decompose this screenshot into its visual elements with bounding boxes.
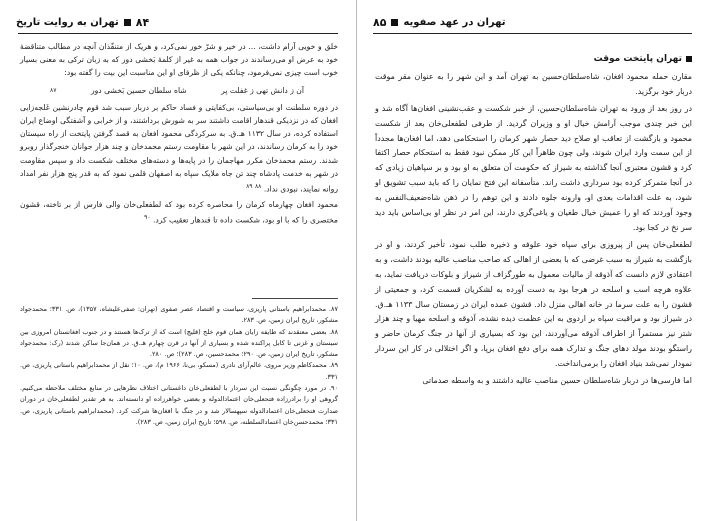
- left-paragraph-text: در دوره سلطنت او بی‌سیاستی، بی‌کفایتی و فساد حاکم بر دربار سبب شد قوم چادرنشین غَلجه‌زایی افغان که در نزدیکی قندهار اقامت داشتند سر به شورش برداشتند، و از خرابی و آشفتگی اوضاع ایران استفاده کرده، در سال ۱۱۳۲ هـ.ق. به سرکردگی محمود افغان به قصد گرفتن پایتخت از راه سیستان خود را به کرمان رساندند، در این شهر با مقاومت رستم محمدخان و چند هزار جوانان خنجرگذار روبرو شدند. رستم محمدخان مکرر مهاجمان را در پایه‌ها و دسته‌های مختلف شکست داد و سپس مقاومت در شهر به خدمت پادشاه چند تن جاه ملایک سپاه به اصفهان قلمی نمود که به قدر پنج هزار نفر امداد روانه نمایند، نبودی نداد.: [20, 102, 339, 194]
- footnote: ۸۷. محمدابراهیم باستانی پاریزی، سیاست و اقتصاد عصر صفوی (تهران: صفی‌علیشاه، ۱۳۵۷)، ص. ۳۳۱؛ محمدجواد مشکور، تاریخ ایران زمین، ص. ۲۸۳.: [20, 305, 338, 325]
- right-running-title: تهران در عهد صفویه: [403, 16, 506, 28]
- section-heading: [375, 52, 692, 67]
- right-page-body: [375, 42, 692, 391]
- right-paragraph: در روز بعد از ورود به تهران شاه‌سلطان‌حسین، از خبر شکست و عقب‌نشینی افغان‌ها آگاه شد و این خبر چندی موجب آرامش خیال او و وزیران گردید. از طرفی لطفعلی‌خان بعد از شکست محمود و بازگشت از تعاقب او صلاح دید حصار شهر کرمان را استحکامی دهد، اما افغان‌ها مجدداً از این سمت وارد ایران شوند، ولی چون ظاهراً این کار ممکن نبود فقط به استحکام حصار اکتفا کرد و قشون معتبری آنجا گذاشته به شیراز که حکومت آن متعلق به او بود و بر سپاهیان زیادی که در آنجا متمرکز کرده بود سرداری داشت راند. متأسفانه این فتح نمایان را که باید سبب تشویق او شود، به علت اقدامات بعدی او، وارونه جلوه دادند و این توهم را در ذهن شاه‌ضعیف‌النفس به وجود آوردند که او را عمیش خیال طغیان و یاغی‌گری دارند، این امر در نظر او بی‌اساس باید دید سر نخ در کجا بود.: [375, 103, 692, 232]
- right-paragraph: اما فارسی‌ها در دربار شاه‌سلطان حسین مناصب عالیه داشتند و به واسطه صدماتی: [422, 376, 692, 386]
- left-page-header: [16, 14, 338, 30]
- left-page-number: ۸۴: [135, 15, 150, 29]
- footnotes: [20, 304, 338, 513]
- footnote-mark: ۸۷: [50, 86, 57, 94]
- verse-hemistich-2: شاه سلطان حسین بَخشی دور: [90, 85, 187, 95]
- poem-verse: [20, 82, 338, 101]
- right-header-rule: [373, 33, 692, 34]
- heading-bullet-icon: [686, 56, 692, 62]
- left-paragraph-text: محمود افغان چهارماه کرمان را محاصره کرده بود که لطفعلی‌خان والی فارس از بر تاخته، قشون مختصری را که با او بود، شکست داده تا قندهار تعقیب کرد.: [20, 199, 338, 225]
- left-paragraph: [20, 101, 338, 196]
- footnote-separator: [252, 298, 338, 299]
- footnote-mark: ۹۰: [144, 213, 151, 221]
- header-square-ornament: [124, 19, 131, 26]
- footnote: ۸۹. محمدکاظم وزیر مروی، عالم‌آرای نادری (مسکو، بی‌نا، ۱۹۶۶ م)، ص. ۱۰؛ نقل از محمدابراهیم باستانی پاریزی، ص. ۳۳۱.: [20, 361, 338, 381]
- left-page-body: [20, 40, 338, 229]
- right-page-number: ۸۵: [373, 15, 387, 29]
- footnote-mark: ۸۹: [246, 183, 253, 191]
- left-header-rule: [18, 33, 338, 34]
- right-paragraph: لطفعلی‌خان پس از پیروزی برای سپاه خود علوفه و ذخیره طلب نمود، تأخیر کردند، و او در بازگشت به شیراز به سبب غرضی که با بعضی از اهالی که صاحب مناصب عالیه بودند داشت، و به اعتقادی لازم دانست که آذوقه از مالیات معمول به طورگزاف از شیراز و بلوکات دریافت نماید، به علاوه هرچه اسب و اسلحه در هرجا بود به دست آورده به لشکریان قسمت کرد، و جمعیتی از قشون را به علت سرما در خانه اهالی منزل داد. قشون عمده ایران در زمستان سال ۱۱۳۳ هـ.ق. در شیراز بود و مراقبت سپاه بر اردوی به این عظمت دیده نشده، آذوقه و اسلحه مهیا و چند هزار شتر نیز مستمراً از اطراف آذوقه می‌آوردند، این بود که بسیاری از آنها در جنگ کرمان حاضر و راستگو بودند مولد دهای جنگ و تدارک همه برای دفع افغان برپا، و اگر اختلالی در کار این سردار نمودار نمی‌شد بنیاد افغان را برمی‌انداخت.: [375, 239, 692, 369]
- footnote-mark: ۸۸: [254, 183, 262, 191]
- right-page: [357, 0, 712, 521]
- footnote: ۹۰. در مورد چگونگی نسبت این سردار با لطفعلی‌خان داغستانی اختلاف نظرهایی در منابع مختلف ملاحظه می‌کنیم. گروهی او را برادرزاده فتحعلی‌خان اعتمادالدوله و بعضی خواهرزاده او دانسته‌اند. به هر تقدیر لطفعلی‌خان در دوران صدارت فتحعلی‌خان اعتمادالدوله سپهسالار شد و در جنگ با افغان‌ها شرکت کرد. (محمدابراهیم باستانی پاریزی، ص. ۳۳۱؛ محمدحسن‌خان اعتمادالسلطنه، ص. ۵۹۸؛ تاریخ ایران زمین، ص. ۲۸۳).: [20, 384, 338, 426]
- section-heading-text: تهران پایتخت موقت: [593, 54, 682, 64]
- left-paragraph: خلق و خویی آرام داشت، ... در خیر و شرّ خور نمی‌کرد، و هریک از متنفّذان آنچه در مطالب متناقضهٔ خود به عرض او می‌رساندند در جواب همه به غیر از کلمهٔ بَخشی دور که به زبان ترکی به معنی بسیار خوب است چیزی نمی‌فرمود، چنانکه یکی از ظرفای او این مناسبت این بیت را گفته بود:: [20, 42, 338, 78]
- left-running-title: تهران به روایت تاریخ: [16, 16, 119, 28]
- header-square-ornament: [391, 19, 398, 26]
- right-page-header: [373, 14, 692, 30]
- left-paragraph: [20, 198, 338, 227]
- footnote: ۸۸. بعضی معتقدند که طایفه زایان همان قوم خلج (قلیچ) است که از ترک‌ها هستند و در جنوب افغانستان امروزی بین سیستان و غزنی تا کابل پراکنده شده و بسیاری از آنها در قرن چهارم هـ.ق. در همان‌جا ساکن شدند (رک: محمدجواد مشکور، تاریخ ایران زمین، ص. ۲۹۰؛ محمدحسین، ص. ۲۸۳)؛ ص. ۲۸۰.: [20, 327, 338, 359]
- right-intro: مقارن حمله محمود افغان، شاه‌سلطان‌حسین به تهران آمد و این شهر را به عنوان مقر موقت دربار خود برگزید.: [375, 71, 692, 96]
- verse-hemistich-1: آن ز دانش تهی ز غفلت پر: [221, 85, 304, 95]
